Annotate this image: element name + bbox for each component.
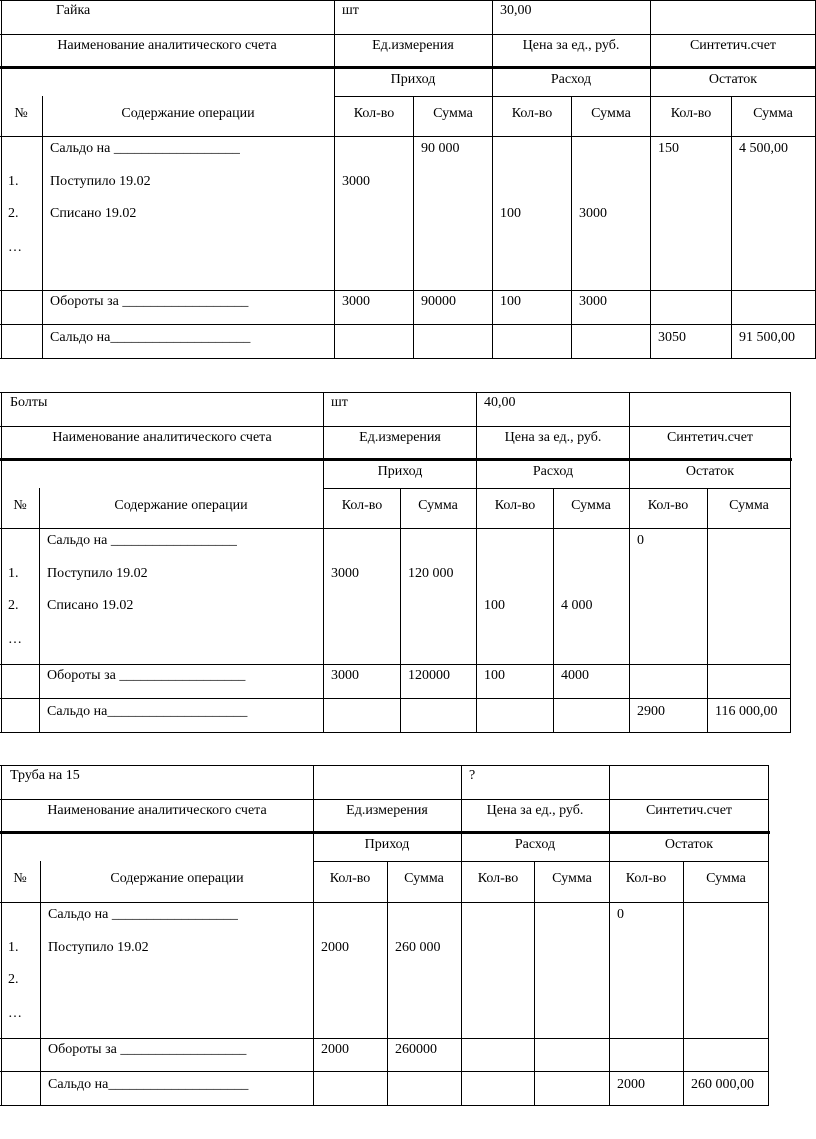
cell-value: 260 000,00 xyxy=(691,1077,754,1092)
row-number: … xyxy=(8,240,22,255)
row-number: 2. xyxy=(8,598,19,613)
grid-line xyxy=(461,765,462,1106)
closing-balance-label: Сальдо на____________________ xyxy=(48,1077,249,1092)
operation-1-label: Поступило 19.02 xyxy=(48,940,149,955)
cell-value: 260 000 xyxy=(395,940,441,955)
cell-value: 2000 xyxy=(321,1042,349,1057)
unit-value: шт xyxy=(331,395,348,410)
qty-header: Кол-во xyxy=(647,498,689,513)
operation-header: Содержание операции xyxy=(110,871,244,886)
cell-value: 3000 xyxy=(342,294,370,309)
qty-header: Кол-во xyxy=(329,871,371,886)
grid-line xyxy=(683,861,684,1106)
grid-line xyxy=(0,799,769,800)
cell-value: 2000 xyxy=(617,1077,645,1092)
synth-header: Синтетич.счет xyxy=(666,430,754,445)
qty-header: Кол-во xyxy=(477,871,519,886)
grid-line xyxy=(768,765,769,1106)
opening-balance-label: Сальдо на __________________ xyxy=(47,533,237,548)
grid-line xyxy=(0,698,791,699)
operation-2-label: Списано 19.02 xyxy=(47,598,134,613)
balance-header: Остаток xyxy=(664,837,714,852)
grid-line xyxy=(313,861,769,862)
grid-line xyxy=(1,392,2,733)
operation-header: Содержание операции xyxy=(121,106,255,121)
row-number: 1. xyxy=(8,566,19,581)
grid-line xyxy=(334,0,335,359)
cell-value: 4 500,00 xyxy=(739,141,788,156)
row-number: … xyxy=(8,632,22,647)
sum-header: Сумма xyxy=(552,871,592,886)
price-header: Цена за ед., руб. xyxy=(504,430,602,445)
row-number: 1. xyxy=(8,174,19,189)
grid-line xyxy=(534,861,535,1106)
cell-value: 3050 xyxy=(658,330,686,345)
unit-header: Ед.измерения xyxy=(346,803,428,818)
grid-line xyxy=(492,0,493,359)
grid-line xyxy=(1,765,2,1106)
sum-header: Сумма xyxy=(433,106,473,121)
grid-line xyxy=(323,392,324,733)
item-name: Гайка xyxy=(56,3,91,18)
thick-rule xyxy=(0,831,770,834)
grid-line xyxy=(0,136,816,137)
qty-header: Кол-во xyxy=(511,106,553,121)
cell-value: 90000 xyxy=(421,294,456,309)
operation-1-label: Поступило 19.02 xyxy=(47,566,148,581)
grid-line xyxy=(400,488,401,733)
grid-line xyxy=(629,392,630,733)
account-name-header: Наименование аналитического счета xyxy=(52,430,272,445)
sum-header: Сумма xyxy=(404,871,444,886)
grid-line xyxy=(42,96,43,359)
grid-line xyxy=(413,96,414,359)
grid-line xyxy=(731,96,732,359)
sum-header: Сумма xyxy=(729,498,769,513)
grid-line xyxy=(313,765,314,1106)
item-name: Болты xyxy=(10,395,48,410)
cell-value: 260000 xyxy=(395,1042,437,1057)
grid-line xyxy=(0,1038,769,1039)
grid-line xyxy=(553,488,554,733)
grid-line xyxy=(40,861,41,1106)
inventory-card xyxy=(0,765,770,1107)
inventory-card xyxy=(0,392,792,734)
inventory-card xyxy=(0,0,816,360)
num-header: № xyxy=(13,871,27,886)
qty-header: Кол-во xyxy=(353,106,395,121)
cell-value: 120000 xyxy=(408,668,450,683)
price-header: Цена за ед., руб. xyxy=(522,38,620,53)
grid-line xyxy=(0,426,791,427)
unit-header: Ед.измерения xyxy=(372,38,454,53)
cell-value: 100 xyxy=(484,598,505,613)
grid-line xyxy=(0,1071,769,1072)
balance-header: Остаток xyxy=(708,72,758,87)
cell-value: 120 000 xyxy=(408,566,454,581)
cell-value: 3000 xyxy=(331,668,359,683)
grid-line xyxy=(0,34,816,35)
sum-header: Сумма xyxy=(418,498,458,513)
expense-header: Расход xyxy=(514,837,556,852)
num-header: № xyxy=(13,498,27,513)
cell-value: 91 500,00 xyxy=(739,330,795,345)
grid-line xyxy=(0,392,791,393)
grid-line xyxy=(39,488,40,733)
income-header: Приход xyxy=(364,837,410,852)
qty-header: Кол-во xyxy=(494,498,536,513)
grid-line xyxy=(387,861,388,1106)
cell-value: 2000 xyxy=(321,940,349,955)
cell-value: 0 xyxy=(617,907,624,922)
unit-value: шт xyxy=(342,3,359,18)
price-value: 40,00 xyxy=(484,395,516,410)
row-number: … xyxy=(8,1006,22,1021)
grid-line xyxy=(650,0,651,359)
cell-value: 3000 xyxy=(342,174,370,189)
grid-line xyxy=(0,528,791,529)
grid-line xyxy=(0,290,816,291)
cell-value: 2900 xyxy=(637,704,665,719)
cell-value: 100 xyxy=(500,294,521,309)
turnover-label: Обороты за __________________ xyxy=(48,1042,247,1057)
operation-header: Содержание операции xyxy=(114,498,248,513)
price-value: 30,00 xyxy=(500,3,532,18)
qty-header: Кол-во xyxy=(625,871,667,886)
sum-header: Сумма xyxy=(571,498,611,513)
operation-2-label: Списано 19.02 xyxy=(50,206,137,221)
sum-header: Сумма xyxy=(753,106,793,121)
cell-value: 90 000 xyxy=(421,141,460,156)
sum-header: Сумма xyxy=(706,871,746,886)
income-header: Приход xyxy=(390,72,436,87)
balance-header: Остаток xyxy=(685,464,735,479)
expense-header: Расход xyxy=(532,464,574,479)
cell-value: 4 000 xyxy=(561,598,593,613)
turnover-label: Обороты за __________________ xyxy=(47,668,246,683)
price-header: Цена за ед., руб. xyxy=(486,803,584,818)
sum-header: Сумма xyxy=(591,106,631,121)
cell-value: 100 xyxy=(484,668,505,683)
qty-header: Кол-во xyxy=(341,498,383,513)
thick-rule xyxy=(0,66,816,69)
income-header: Приход xyxy=(377,464,423,479)
grid-line xyxy=(571,96,572,359)
grid-line xyxy=(0,732,791,733)
item-name: Труба на 15 xyxy=(10,768,80,783)
turnover-label: Обороты за __________________ xyxy=(50,294,249,309)
cell-value: 4000 xyxy=(561,668,589,683)
cell-value: 100 xyxy=(500,206,521,221)
cell-value: 150 xyxy=(658,141,679,156)
grid-line xyxy=(790,392,791,733)
grid-line xyxy=(0,0,816,1)
opening-balance-label: Сальдо на __________________ xyxy=(50,141,240,156)
grid-line xyxy=(0,358,816,359)
grid-line xyxy=(0,765,769,766)
opening-balance-label: Сальдо на __________________ xyxy=(48,907,238,922)
grid-line xyxy=(476,392,477,733)
synth-header: Синтетич.счет xyxy=(645,803,733,818)
closing-balance-label: Сальдо на____________________ xyxy=(47,704,248,719)
grid-line xyxy=(323,488,791,489)
row-number: 1. xyxy=(8,940,19,955)
cell-value: 3000 xyxy=(579,294,607,309)
grid-line xyxy=(0,664,791,665)
cell-value: 0 xyxy=(637,533,644,548)
account-name-header: Наименование аналитического счета xyxy=(57,38,277,53)
operation-1-label: Поступило 19.02 xyxy=(50,174,151,189)
grid-line xyxy=(707,488,708,733)
grid-line xyxy=(0,324,816,325)
account-name-header: Наименование аналитического счета xyxy=(47,803,267,818)
num-header: № xyxy=(14,106,28,121)
cell-value: 3000 xyxy=(331,566,359,581)
grid-line xyxy=(334,96,816,97)
grid-line xyxy=(0,902,769,903)
row-number: 2. xyxy=(8,206,19,221)
price-value: ? xyxy=(469,768,476,783)
grid-line xyxy=(0,1105,769,1106)
thick-rule xyxy=(0,458,792,461)
cell-value: 116 000,00 xyxy=(715,704,778,719)
cell-value: 3000 xyxy=(579,206,607,221)
unit-header: Ед.измерения xyxy=(359,430,441,445)
grid-line xyxy=(609,765,610,1106)
closing-balance-label: Сальдо на____________________ xyxy=(50,330,251,345)
synth-header: Синтетич.счет xyxy=(689,38,777,53)
expense-header: Расход xyxy=(550,72,592,87)
qty-header: Кол-во xyxy=(670,106,712,121)
grid-line xyxy=(1,0,2,359)
row-number: 2. xyxy=(8,972,19,987)
